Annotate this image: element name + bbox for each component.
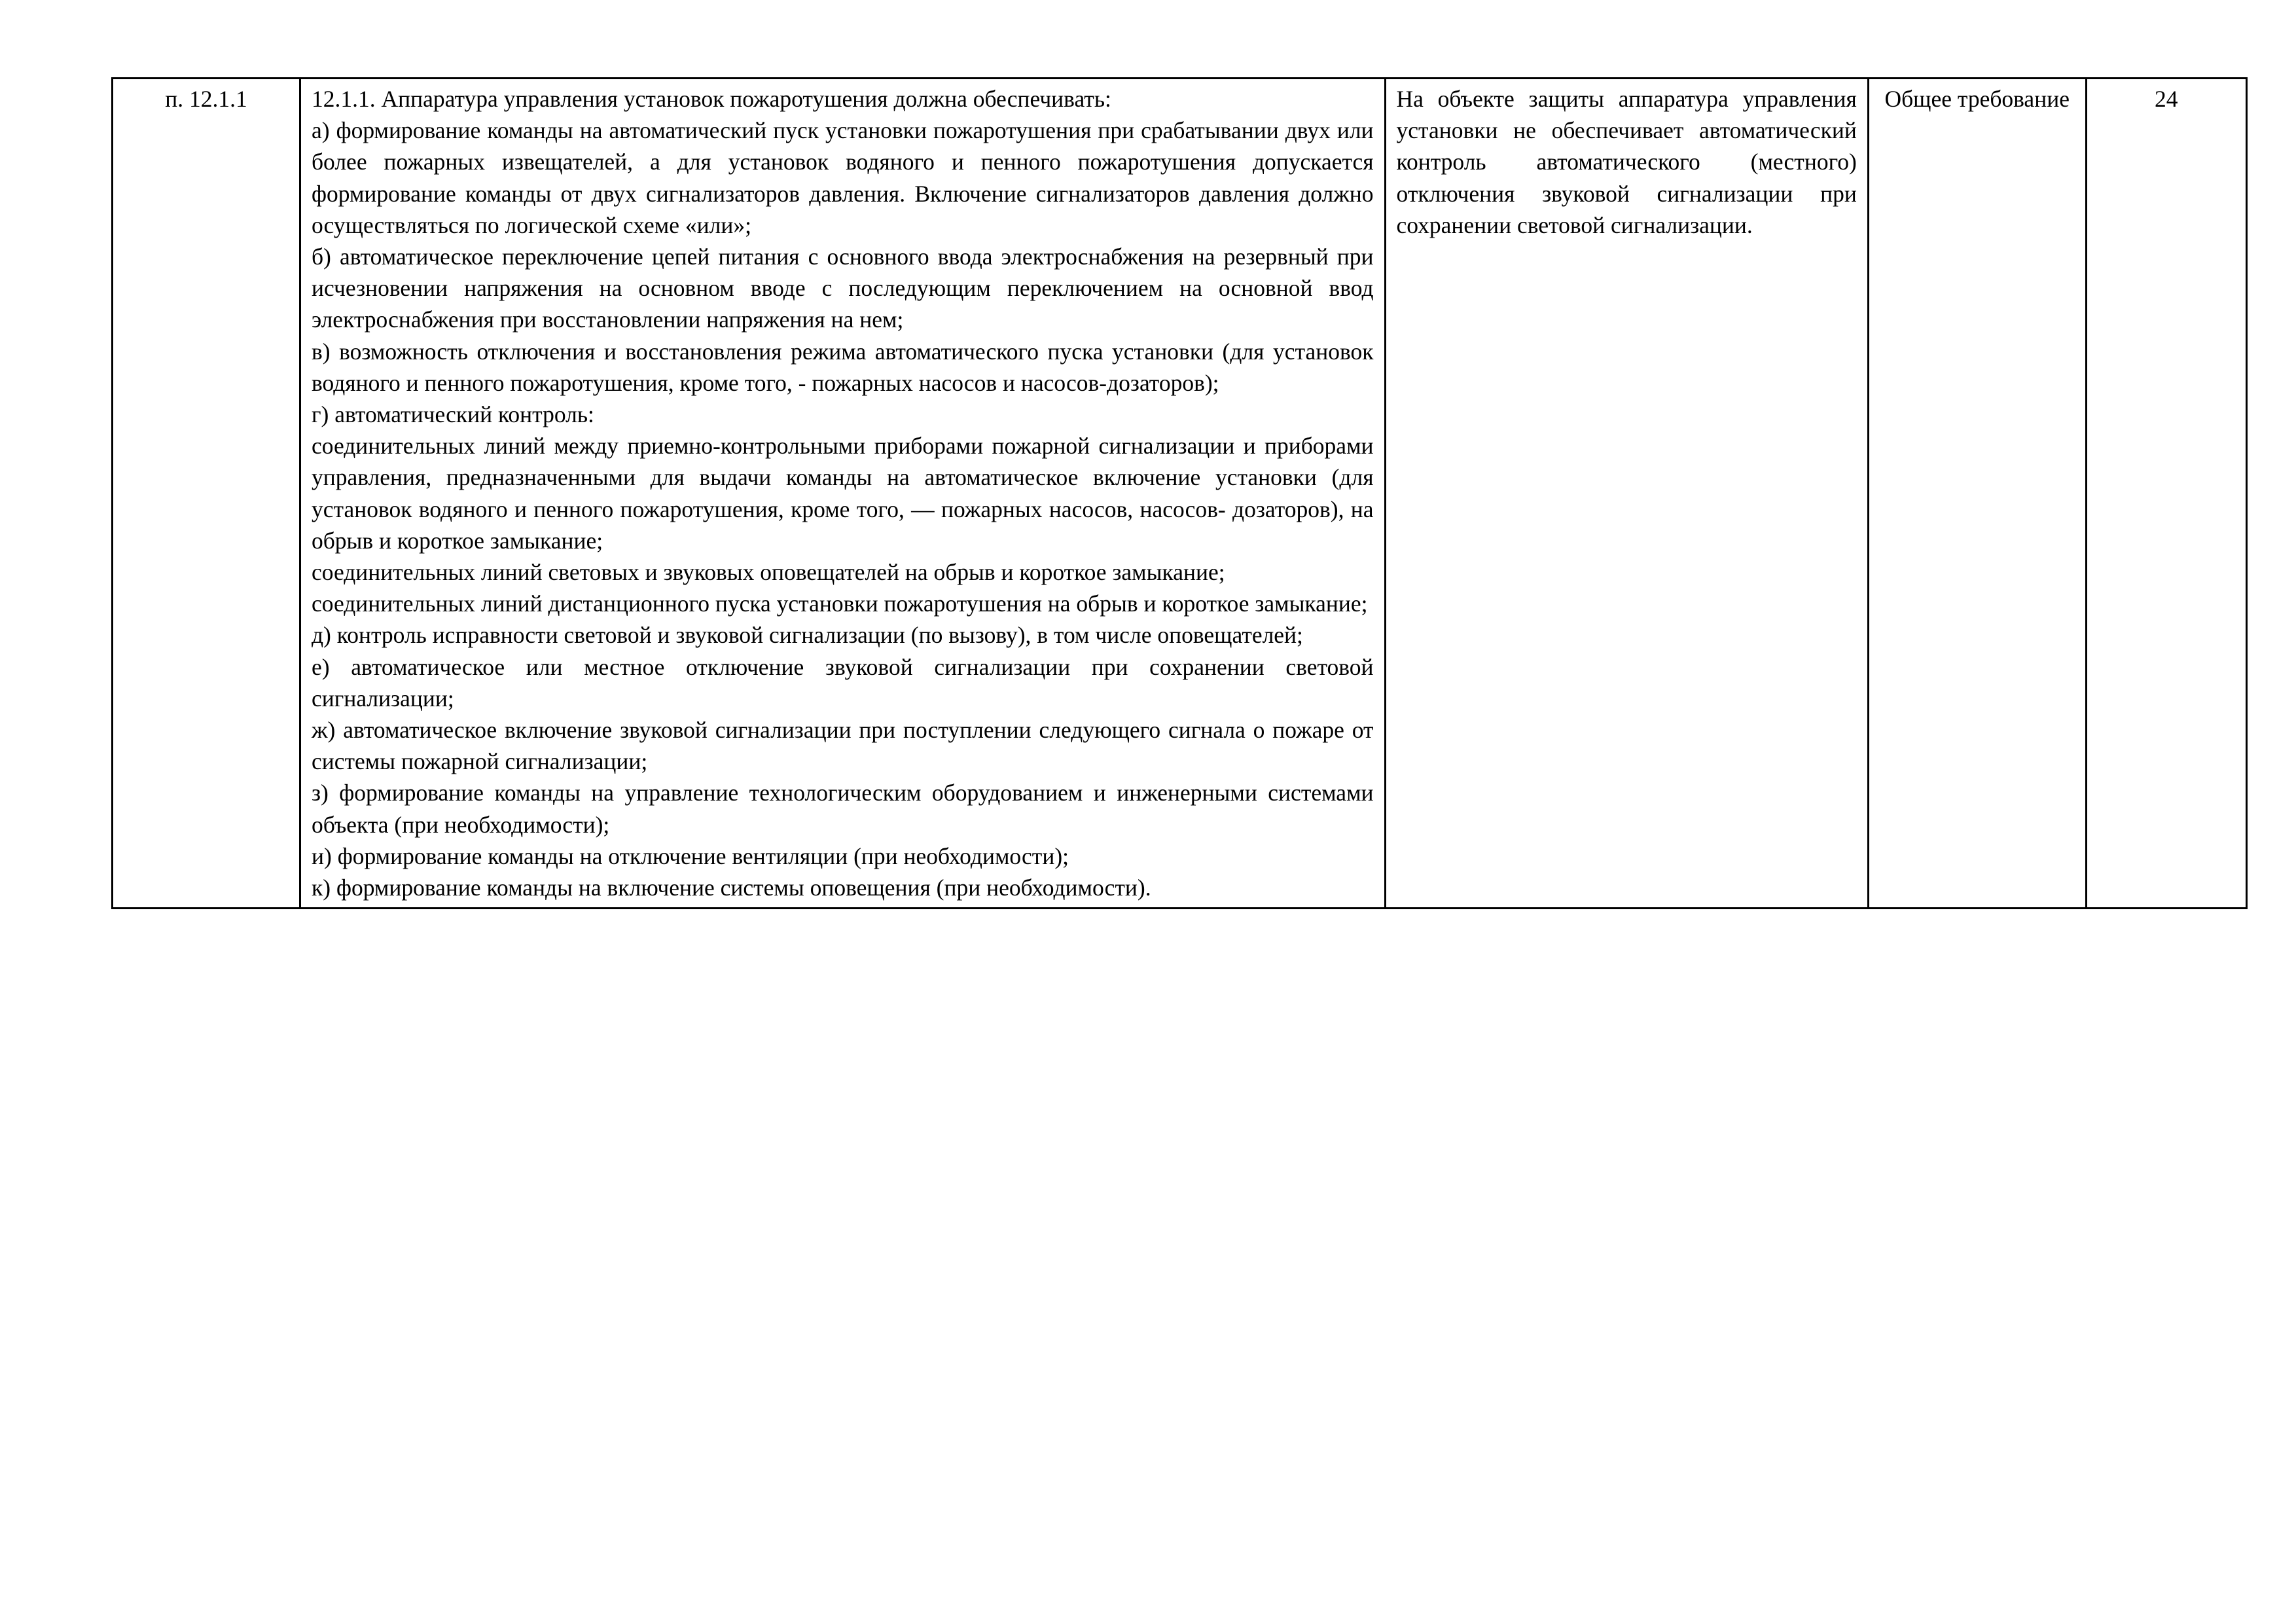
requirement-type-cell (1868, 79, 2086, 909)
requirement-line: е) автоматическое или местное отключение звуковой сигнализации при сохранении световой сигнализации; (312, 653, 1374, 712)
requirement-line: соединительных линий световых и звуковых оповещателей на обрыв и короткое замыкание; (312, 559, 1225, 586)
requirement-line: в) возможность отключения и восстановления режима автоматического пуска установки (для установок водяного и пенного пожаротушения, кроме того, - пожарных насосов и насосов-дозаторов); (312, 338, 1374, 396)
row-number: 24 (2155, 86, 2178, 112)
requirement-line: а) формирование команды на автоматический пуск установки пожаротушения при срабатывании двух или более пожарных извещателей, а для установок водяного и пенного пожаротушения допускается формирование команды от двух сигнализаторов давления. Включение сигнализаторов давления должно осуществляться по логической схеме «или»; (312, 117, 1374, 238)
row-number-cell (2086, 79, 2246, 909)
table-row (113, 79, 2247, 909)
requirement-line: г) автоматический контроль: (312, 401, 594, 428)
requirement-line: к) формирование команды на включение системы оповещения (при необходимости). (312, 875, 1151, 901)
requirement-type: Общее требование (1884, 86, 2070, 112)
clause-cell (113, 79, 300, 909)
requirement-line: соединительных линий между приемно-контрольными приборами пожарной сигнализации и приборами управления, предназначенными для выдачи команды на автоматическое включение установки (для установок водяного и пенного пожаротушения, кроме того, — пожарных насосов, насосов- дозаторов), на обрыв и короткое замыкание; (312, 433, 1374, 554)
clause-reference: п. 12.1.1 (165, 86, 247, 112)
violation-text: На объекте защиты аппаратура управления установки не обеспечивает автоматический контроль автоматического (местного) отключения звуковой сигнализации при сохранении световой сигнализации. (1396, 86, 1857, 238)
requirements-table (111, 77, 2248, 909)
requirement-line: з) формирование команды на управление технологическим оборудованием и инженерными системами объекта (при необходимости); (312, 780, 1374, 838)
requirement-line: ж) автоматическое включение звуковой сигнализации при поступлении следующего сигнала о пожаре от системы пожарной сигнализации; (312, 717, 1374, 775)
requirement-line: соединительных линий дистанционного пуска установки пожаротушения на обрыв и короткое замыкание; (312, 590, 1368, 617)
requirement-text-cell (300, 79, 1386, 909)
requirement-line: и) формирование команды на отключение вентиляции (при необходимости); (312, 842, 1069, 869)
requirement-line: 12.1.1. Аппаратура управления установок пожаротушения должна обеспечивать: (312, 86, 1111, 112)
requirement-line: б) автоматическое переключение цепей питания с основного ввода электроснабжения на резервный при исчезновении напряжения на основном вводе с последующим переключением на основной ввод электроснабжения при восстановлении напряжения на нем; (312, 244, 1374, 333)
requirement-line: д) контроль исправности световой и звуковой сигнализации (по вызову), в том числе оповещателей; (312, 622, 1303, 649)
violation-cell (1385, 79, 1868, 909)
